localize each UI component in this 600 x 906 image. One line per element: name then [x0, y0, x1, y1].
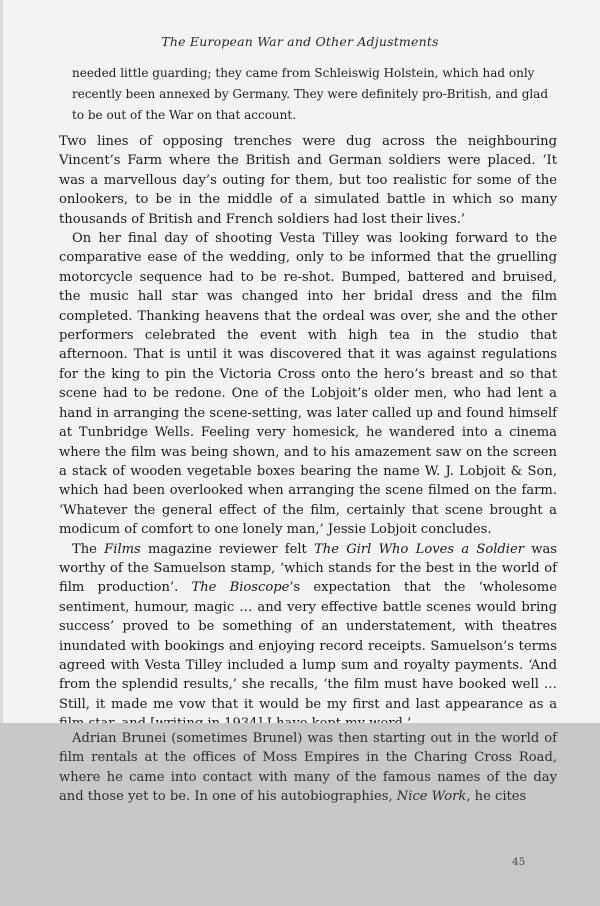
paragraph-4 — [59, 729, 557, 807]
p3-text-4: ’s expectation that the ‘wholesome sentiment, humour, magic … and very effective battle scenes would bring success’ proved to be something of an understatement, with theatres inundated with bookings and enjoying record receipts. Samuelson’s terms agreed with Vesta Tilley included a lump sum and royalty payments. ‘And from the splendid results,’ she recalls, ‘the film must have booked well … Still, it made me vow that it would be my first and last appearance as a — [59, 580, 557, 712]
p3-text-2: magazine reviewer felt — [140, 541, 315, 557]
block-quote — [72, 63, 550, 126]
p4-italic-nice-work: Nice Work — [396, 789, 467, 805]
p4-text-2: , he cites — [466, 789, 527, 805]
paragraph-1: Two lines of opposing trenches were dug across the neighbouring Vincent’s Farm where the British and German soldiers were placed. ‘It was a marvellous day’s outing for them, but too realistic for some of the onlookers, to be in the middle of a simulated battle in which so many thousands of British and French soldiers had lost their lives.’ — [59, 134, 557, 227]
page-number: 45 — [512, 856, 526, 868]
p3-text-3: was worthy of the Samuelson stamp, ‘which stands for the best in the world of film production’. — [59, 541, 557, 596]
quote-text: needed little guarding; they came from Schleiswig Holstein, which had only recently been annexed by Germany. They were definitely pro-British, and glad to be out of the War on that account. — [72, 66, 549, 122]
running-header: The European War and Other Adjustments — [161, 34, 439, 49]
p3-italic-films: Films — [104, 541, 141, 557]
p3-text-1: The — [72, 541, 105, 557]
body-text — [59, 132, 557, 734]
p4-text-1: Adrian Brunei (sometimes Brunel) was then starting out in the world of film rentals at the offices of Moss Empires in the Charing Cross Road, where he came into contact with many of the famous names of the day and those yet to be. In one of his autobiographies, — [59, 731, 557, 805]
paragraph-2: On her final day of shooting Vesta Tilley was looking forward to the comparative ease of the wedding, only to be informed that the gruelling motorcycle sequence had to be re-shot. Bumped, battered and bruised, the music hall star was changed into her bridal dress and the film completed. Thanking heavens that the ordeal was over, she and the other performers celebrated the event with high tea in the studio that afternoon. That is until it was discovered that it was against regulations for the king to pin the Victoria Cross onto the hero’s breast and so that scene had to be redone. One of the Lobjoit’s older men, who had lent a hand in arranging the scene-setting, was later called up and found himself at Tunbridge Wells. Feeling very homesick, he wandered into a cinema where the film was being shown, and to his amazement saw on the screen a stack of wooden vegetable boxes bearing the name W. J. Lobjoit & Son, which had been overlooked when arranging the scene filmed on the farm. ‘Whatever the general effect of the film, certainly that scene brought a modicum of comfort to one lonely man,’ Jessie Lobjoit concludes. — [59, 231, 557, 538]
paragraph-3 — [59, 540, 557, 734]
p3-italic-bioscope: The Bioscope — [191, 580, 290, 596]
p3-italic-title: The Girl Who Loves a Soldier — [314, 541, 524, 557]
